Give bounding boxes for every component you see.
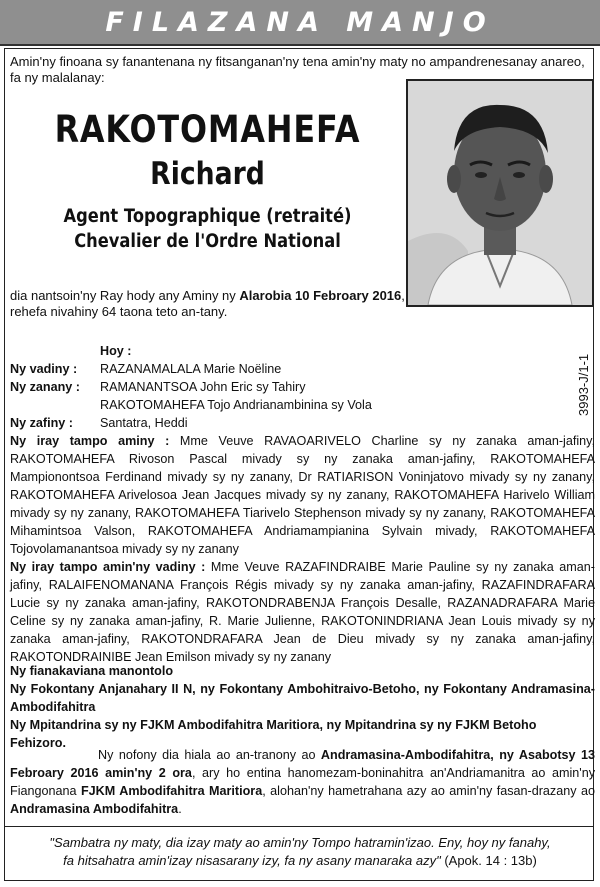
divider [4,826,594,827]
grandchildren-value: Santatra, Heddi [100,416,188,430]
death-date: Alarobia 10 Febroary 2016 [239,288,402,303]
deceased-surname: RAKOTOMAHEFA [54,108,361,151]
community-section [10,662,595,752]
funeral-text-4: . [178,802,182,816]
children-row [10,378,595,396]
deceased-title-2: Chevalier de l'Ordre National [74,231,341,252]
reference-code: 3993-J/1-1 [576,353,591,416]
deceased-title-1: Agent Topographique (retraité) [63,206,352,227]
siblings-paragraph [10,432,595,558]
funeral-place-date: Andramasina-Ambodifahitra, ny Asabotsy 13 Febroary 2016 amin'ny 2 ora [10,748,596,780]
funeral-text-2: , ary ho entina hanomezam-boninahitra an'Andriamanitra ao amin'ny Fiangonana [10,766,596,798]
community-line-2: Ny Fokontany Anjanahary II N, ny Fokontany Ambohitraivo-Betoho, ny Fokontany Andramasina-Ambodifahitra [10,682,595,714]
scripture-quote [10,834,590,870]
hoy-label: Hoy : [100,344,132,358]
children-label: Ny zanany : [10,380,80,394]
death-announcement [10,288,405,320]
quote-reference: (Apok. 14 : 13b) [440,853,537,868]
intro-text: Amin'ny finoana sy fanantenana ny fitsanganan'ny tena amin'ny maty no ampandrenesanay anareo, fa ny malalanay: [10,54,585,85]
portrait-photo [406,79,594,307]
grandchildren-row [10,414,595,432]
siblings-list: Mme Veuve RAVAOARIVELO Charline sy ny zanaka aman-jafiny, RAKOTOMAHEFA Rivoson Pascal mivady sy ny zanaka aman-jafiny, RAKOTOMAHEFA Mampionontsoa Ferdinand mivady sy ny zanany, Dr RATIARISON Voninjatovo mivady sy ny zanany, RAKOTOMAHEFA Arivelosoa Jean Jacques mivady sy ny zanany, RAKOTOMAHEFA Harivelo William mivady sy ny zanany, RAKOTOMAHEFA Tiarivelo Stephenson mivady sy ny zanany, RAKOTOMAHEFA Mihamintsoa Valson, RAKOTOMAHEFA Andriamampianina Sylvain mivady, RAKOTOMAHEFA Tojovolamanantsoa mivady sy ny zanany [10,434,595,556]
community-line-3: Ny Mpitandrina sy ny FJKM Ambodifahitra Maritiora, ny Mpitandrina sy ny FJKM Betoho Fehizoro. [10,718,537,750]
funeral-church: FJKM Ambodifahitra Maritiora [80,784,263,798]
quote-line-2: fa hitsahatra amin'izay nisasarany izy, fa ny asany manaraka azy" [63,853,441,868]
funeral-burial-place: Andramasina Ambodifahitra [10,802,179,816]
family-section [10,342,595,666]
deceased-name-block [10,108,405,254]
death-text-2: , rehefa nivahiny 64 taona teto an-tany. [10,288,405,319]
community-line-1: Ny fianakaviana manontolo [10,664,174,678]
funeral-text-3: , alohan'ny hametrahana azy ao amin'ny fasan-drazany ao [262,784,595,798]
children-row-2 [10,396,595,414]
spouse-value: RAZANAMALALA Marie Noëline [100,362,282,376]
spouse-row [10,360,595,378]
page-title: FILAZANA MANJO [105,6,495,38]
spouse-siblings-paragraph [10,558,595,666]
deceased-firstname: Richard [150,156,265,192]
spouse-siblings-list: Mme Veuve RAZAFINDRAIBE Marie Pauline sy ny zanaka aman-jafiny, RALAIFENOMANANA François Régis mivady sy ny zanaka aman-jafiny, RAZAFINDRAFARA Lucie sy ny zanaka aman-jafiny, RAKOTONDRABENJA François Desalle, RAZANADRAFARA Marie Celine sy ny zanaka aman-jafiny, R. Marie Julienne, RAKOTONINDRIANA Jean Louis mivady sy ny zanaka aman-jafiny, RAKOTONDRAFARA Jean de Dieu mivady sy ny zanaka aman-jafiny, RAKOTONDRAINIBE Jean Emilson mivady sy ny zanany [10,560,595,664]
spouse-label: Ny vadiny : [10,362,78,376]
grandchildren-label: Ny zafiny : [10,416,73,430]
spouse-siblings-label: Ny iray tampo amin'ny vadiny : [10,560,206,574]
quote-line-1: "Sambatra ny maty, dia izay maty ao amin'ny Tompo hatramin'izao. Eny, hoy ny fanahy, [49,835,551,850]
children-value-2: RAKOTOMAHEFA Tojo Andrianambinina sy Vola [100,398,372,412]
header-banner [0,0,600,46]
death-text-1: dia nantsoin'ny Ray hody any Aminy ny [10,288,240,303]
funeral-text-1: Ny nofony dia hiala ao an-tranony ao [98,748,321,762]
children-value-1: RAMANANTSOA John Eric sy Tahiry [100,380,306,394]
funeral-details [10,746,595,818]
portrait-image [408,81,592,305]
siblings-label: Ny iray tampo aminy : [10,434,170,448]
